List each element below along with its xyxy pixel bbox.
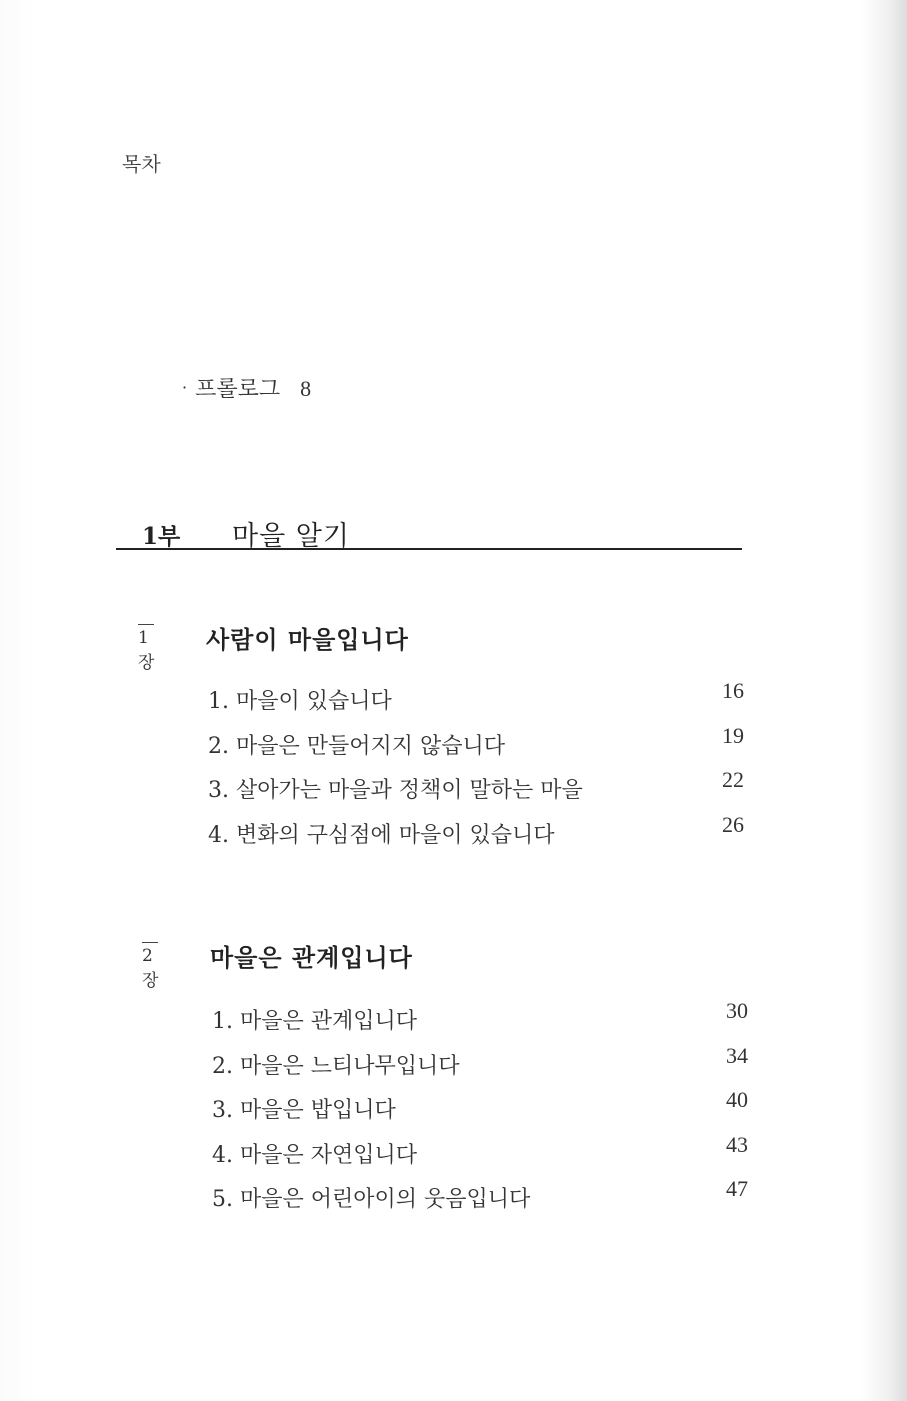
chapter-title: 마을은 관계입니다 [210,943,413,972]
toc-entry [208,678,744,729]
chapter-title: 사람이 마을입니다 [206,625,409,654]
page-header: 목차 [122,152,161,176]
entry-page: 30 [726,998,748,1023]
toc-entry [208,722,744,774]
chapter-2-entries [212,998,748,1227]
entry-page: 26 [722,811,744,837]
toc-entry [208,767,744,818]
entry-label: 4. 변화의 구심점에 마을이 있습니다 [208,822,555,848]
entry-label: 3. 마을은 밥입니다 [212,1098,396,1123]
entry-page: 19 [722,722,744,748]
prologue-page: 8 [300,376,312,401]
chapter-number: 1장 [138,624,154,673]
toc-entry [212,998,748,1049]
entry-label: 1. 마을이 있습니다 [208,689,392,714]
entry-label: 2. 마을은 느티나무입니다 [212,1053,460,1079]
entry-page: 34 [726,1042,748,1068]
entry-label: 3. 살아가는 마을과 정책이 말하는 마을 [208,778,583,803]
chapter-1-entries [208,678,744,862]
part-number: 1부 [142,523,181,550]
entry-page: 47 [726,1176,748,1201]
entry-label: 4. 마을은 자연입니다 [212,1142,417,1168]
entry-label: 2. 마을은 만들어지지 않습니다 [208,733,505,759]
toc-entry [208,811,744,863]
toc-entry [212,1176,748,1227]
chapter-number: 2장 [142,942,158,991]
entry-label: 1. 마을은 관계입니다 [212,1009,417,1034]
part-title: 마을 알기 [232,521,350,552]
entry-page: 16 [722,678,744,703]
bullet-dot: · [182,378,188,397]
toc-entry [212,1042,748,1094]
entry-page: 40 [726,1087,748,1112]
prologue-label: 프롤로그 [195,377,281,402]
entry-page: 22 [722,767,744,792]
entry-label: 5. 마을은 어린아이의 웃음입니다 [212,1187,531,1212]
prologue-entry [182,372,311,403]
toc-entry [212,1087,748,1138]
toc-entry [212,1131,748,1183]
entry-page: 43 [726,1131,748,1157]
part-heading [116,512,742,550]
